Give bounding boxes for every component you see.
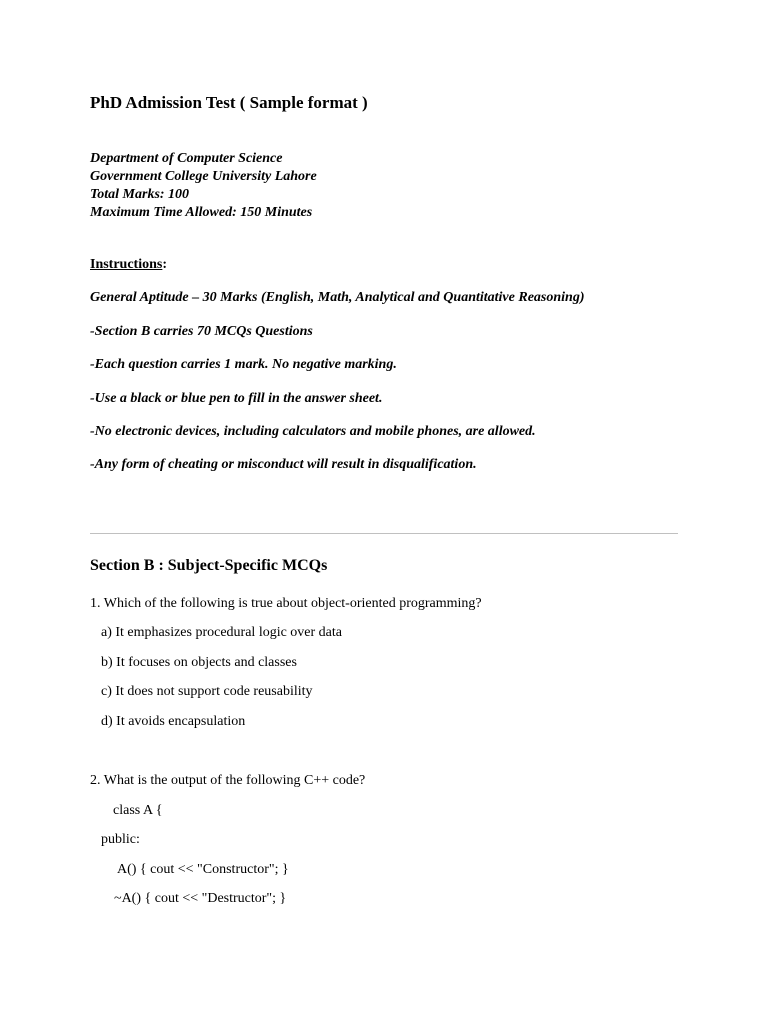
section-divider — [90, 533, 678, 534]
instruction-item: -No electronic devices, including calculators and mobile phones, are allowed. — [90, 424, 536, 439]
code-line: class A { — [113, 803, 163, 818]
instruction-item: -Section B carries 70 MCQs Questions — [90, 324, 313, 339]
instruction-item: -Each question carries 1 mark. No negative marking. — [90, 357, 397, 372]
question-1-text: 1. Which of the following is true about object-oriented programming? — [90, 596, 482, 611]
instruction-item: -Any form of cheating or misconduct will result in disqualification. — [90, 457, 477, 472]
instruction-item: General Aptitude – 30 Marks (English, Math, Analytical and Quantitative Reasoning) — [90, 290, 585, 305]
question-1-option-c: c) It does not support code reusability — [101, 684, 313, 699]
code-line: ~A() { cout << "Destructor"; } — [114, 891, 287, 906]
university-line: Government College University Lahore — [90, 169, 317, 184]
total-marks-line: Total Marks: 100 — [90, 187, 190, 202]
code-line: A() { cout << "Constructor"; } — [117, 862, 289, 877]
instruction-item: -Use a black or blue pen to fill in the answer sheet. — [90, 391, 383, 406]
max-time-line: Maximum Time Allowed: 150 Minutes — [90, 205, 313, 220]
department-line: Department of Computer Science — [90, 151, 283, 166]
instructions-heading-text: Instructions — [90, 257, 163, 272]
instructions-heading — [90, 257, 167, 273]
question-1-option-d: d) It avoids encapsulation — [101, 714, 246, 729]
section-b-title: Section B : Subject-Specific MCQs — [90, 557, 328, 574]
question-1-option-a: a) It emphasizes procedural logic over data — [101, 625, 343, 640]
question-1-option-b: b) It focuses on objects and classes — [101, 655, 297, 670]
code-line: public: — [101, 832, 140, 847]
question-2-text: 2. What is the output of the following C++ code? — [90, 773, 366, 788]
page-title: PhD Admission Test ( Sample format ) — [90, 93, 368, 112]
instructions-heading-colon: : — [162, 257, 168, 272]
